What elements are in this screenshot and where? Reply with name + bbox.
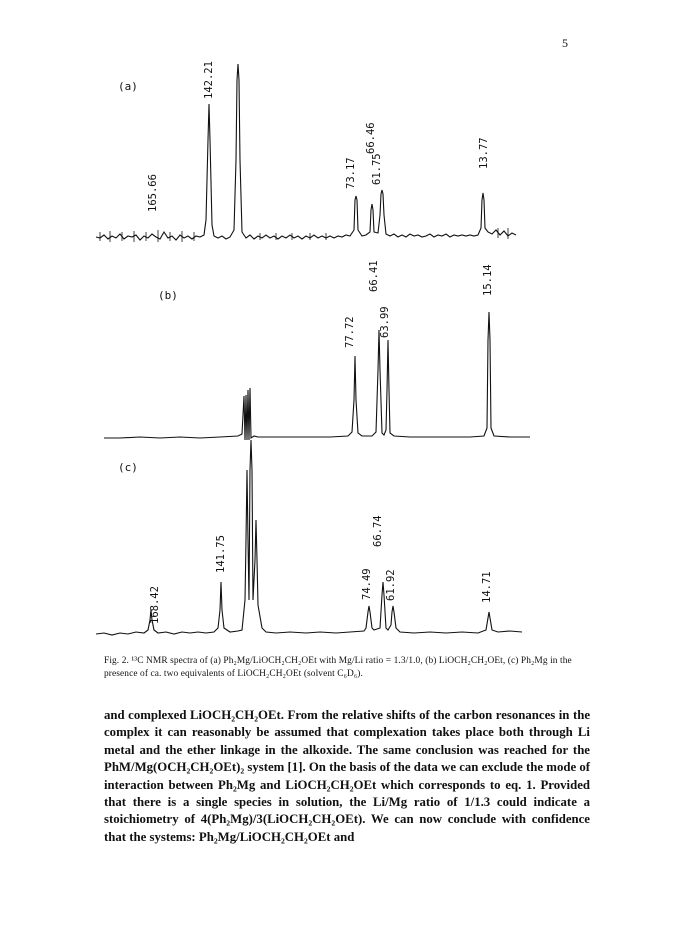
peak-label: 73.17 <box>345 157 357 189</box>
spectrum-a-trace <box>96 64 516 240</box>
peak-label: 141.75 <box>215 535 227 573</box>
panel-label-c: (c) <box>118 461 138 474</box>
peak-label: 74.49 <box>361 568 373 600</box>
panel-label-b: (b) <box>158 289 178 302</box>
peak-label: 61.92 <box>385 569 397 601</box>
spectrum-b-trace <box>104 312 530 440</box>
peak-label: 77.72 <box>344 316 356 348</box>
peak-label: 165.66 <box>147 174 159 212</box>
body-text <box>104 707 590 846</box>
panel-label-a: (a) <box>118 80 138 93</box>
peak-label: 66.46 <box>365 122 377 154</box>
peak-label: 168.42 <box>149 586 161 624</box>
body-paragraph: and complexed LiOCH₂CH₂OEt. From the relative shifts of the carbon resonances in the complex it can reasonably be assumed that complexation takes place both through Li metal and the ether linkage in the alkoxide. The same conclusion was reached for the PhM/Mg(OCH₂CH₂OEt)₂ system [1]. On the basis of the data we can exclude the mode of interaction between Ph₂Mg and LiOCH₂CH₂OEt which corresponds to eq. 1. Provided that there is a single species in solution, the Li/Mg ratio of 1/1.3 could indicate a stoichiometry of 4(Ph₂Mg)/3(LiOCH₂CH₂OEt). We can now conclude with confidence that the systems: Ph₂Mg/LiOCH₂CH₂OEt and <box>104 708 591 844</box>
peak-label: 14.71 <box>481 571 493 603</box>
peak-label: 13.77 <box>478 137 490 169</box>
peak-label: 66.74 <box>372 515 384 547</box>
figure-caption-text: ¹³C NMR spectra of (a) Ph₂Mg/LiOCH₂CH₂OEt with Mg/Li ratio = 1.3/1.0, (b) LiOCH₂CH₂OEt, (c) Ph₂Mg in the presence of ca. two equivalents of LiOCH₂CH₂OEt (solvent C₆D₆). <box>104 656 572 679</box>
page-number: 5 <box>562 36 568 50</box>
peak-label: 61.75 <box>371 153 383 185</box>
peak-label: 15.14 <box>482 264 494 296</box>
peak-label: 142.21 <box>203 61 215 99</box>
peak-label: 66.41 <box>368 260 380 292</box>
figure-caption <box>104 655 590 681</box>
peak-label: 63.99 <box>379 306 391 338</box>
figure-label: Fig. 2. <box>104 656 129 666</box>
